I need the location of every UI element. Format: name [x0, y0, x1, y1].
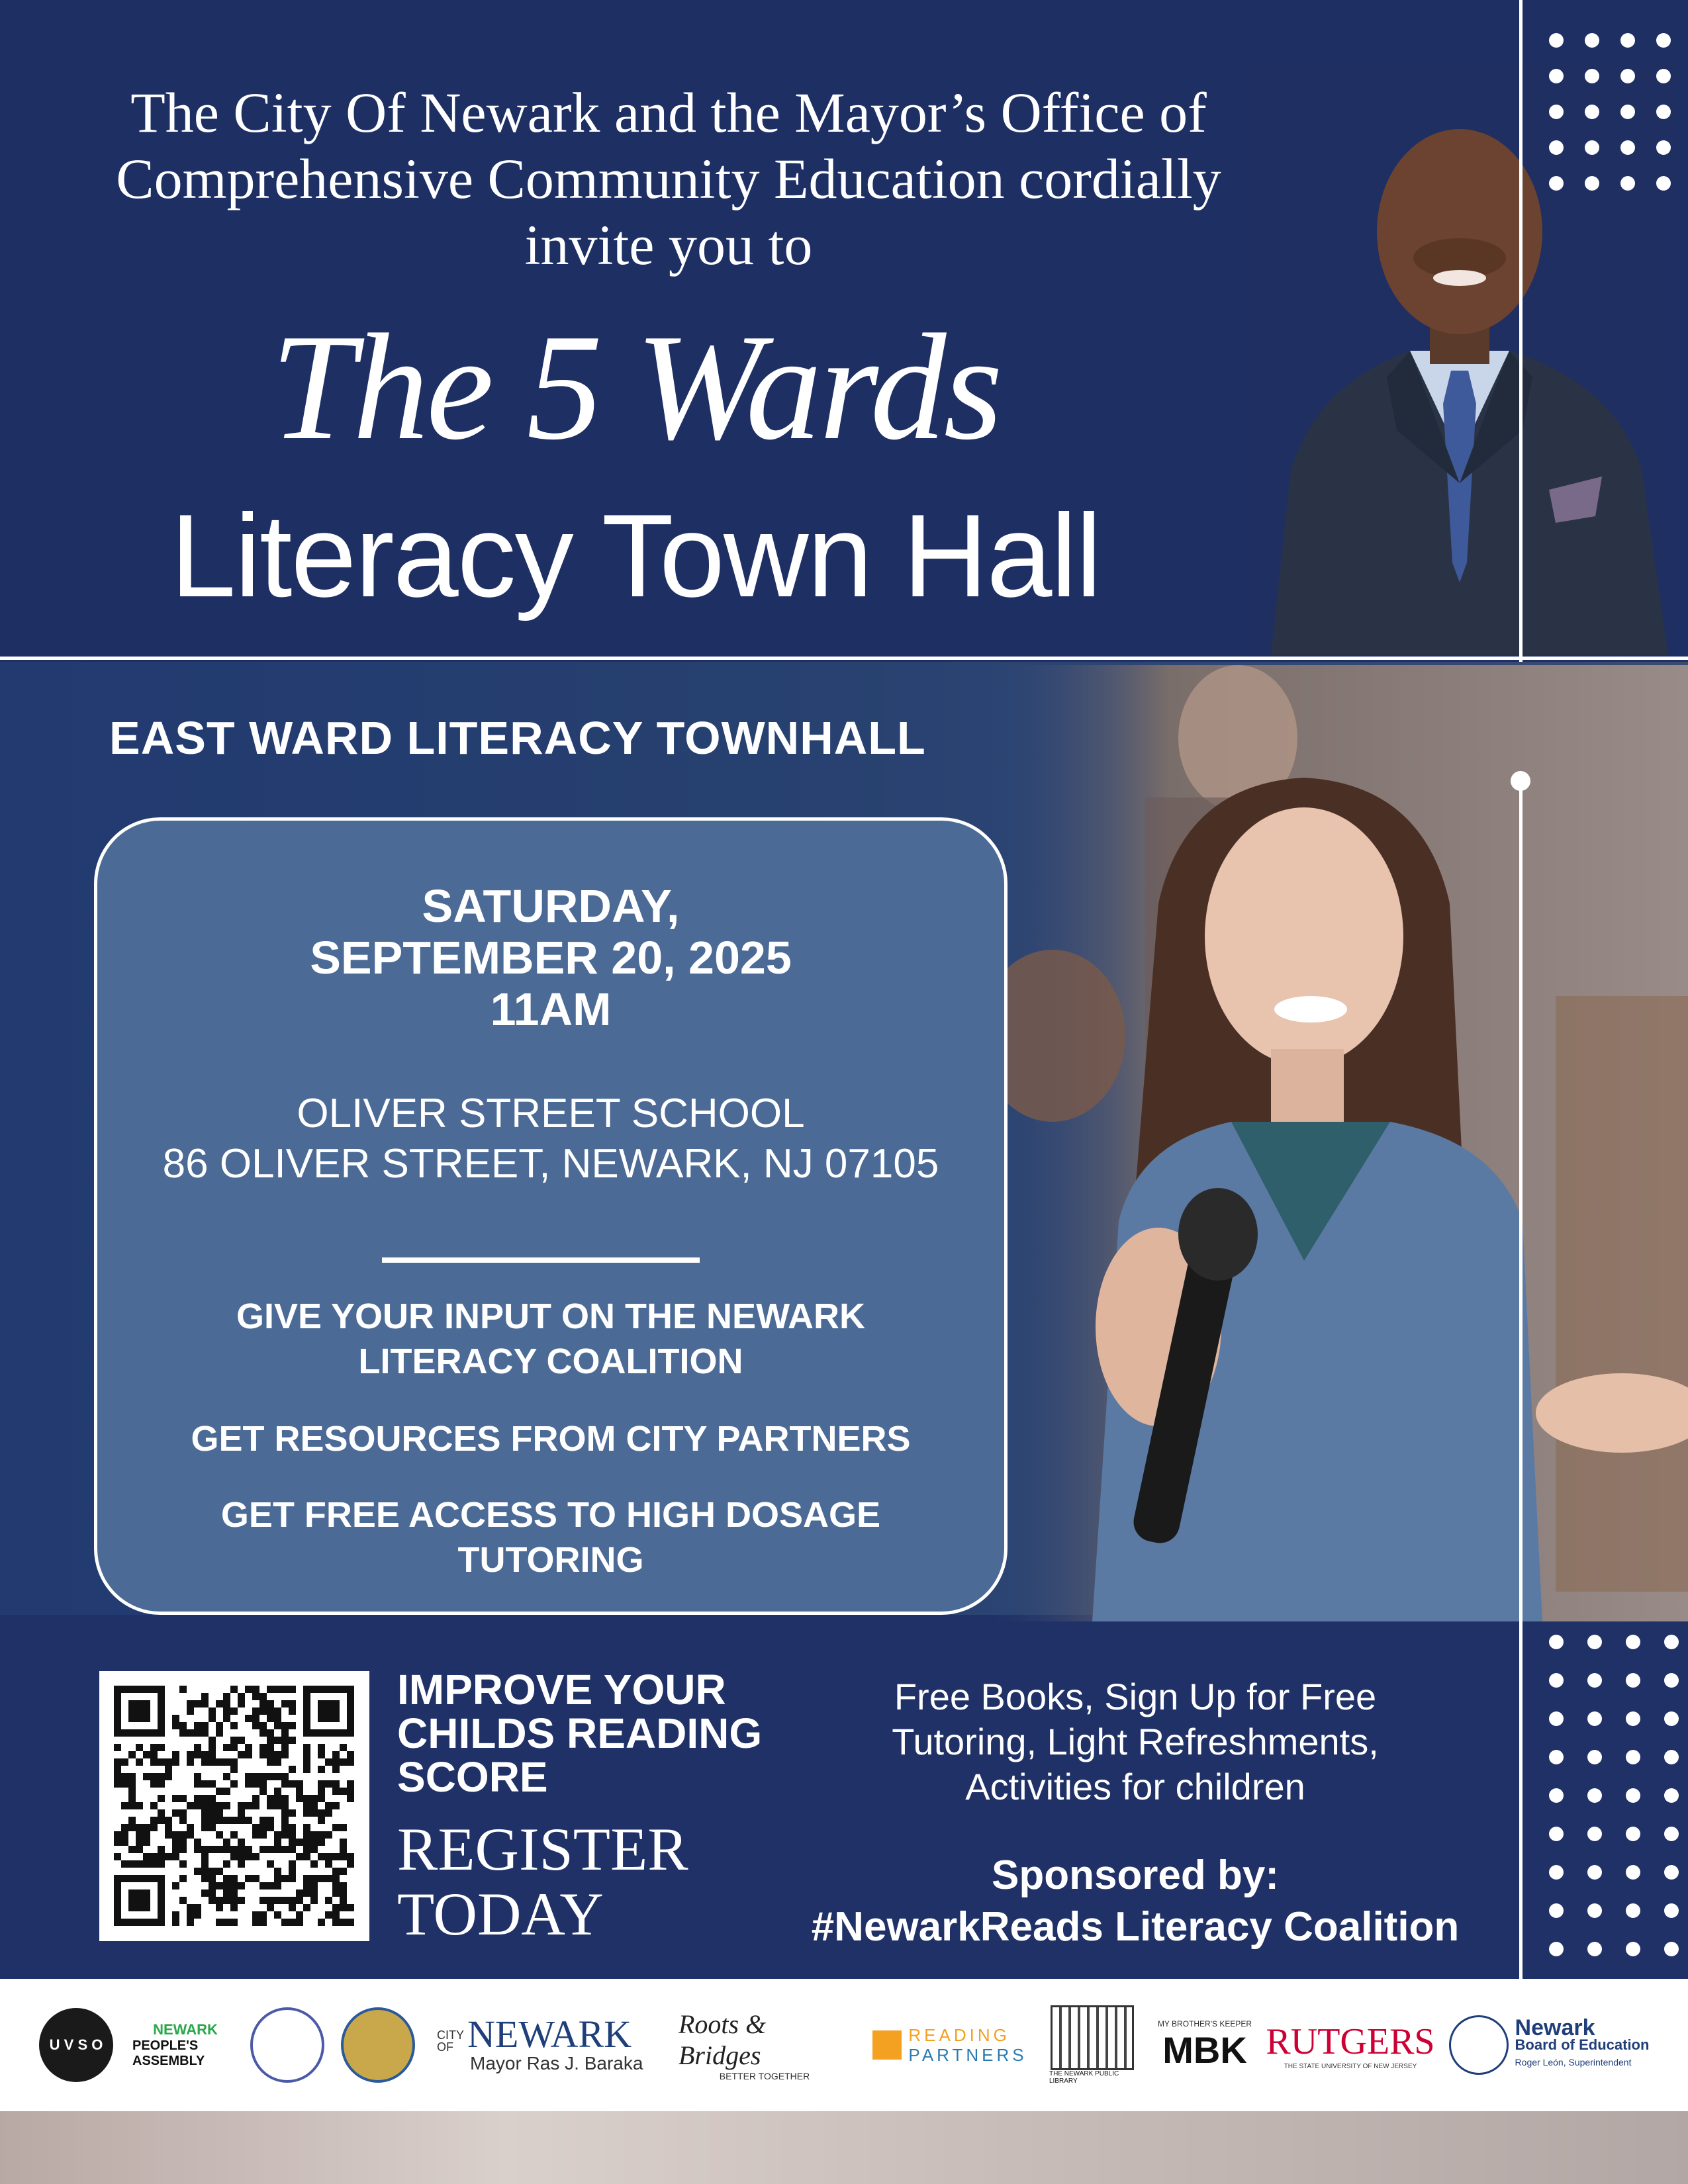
uvso-logo-text: U V S O — [39, 2008, 113, 2082]
decor-dot — [1549, 69, 1564, 83]
rutgers-tagline: THE STATE UNIVERSITY OF NEW JERSEY — [1284, 2062, 1417, 2070]
intro-line-1: The City Of Newark and the Mayor’s Office of — [130, 81, 1207, 144]
city-seal-icon — [341, 2005, 415, 2085]
event-info-card — [94, 817, 1008, 1615]
decor-dot — [1549, 1903, 1564, 1918]
decor-dot — [1626, 1788, 1640, 1803]
sponsor-block — [761, 1850, 1509, 1953]
decor-dot — [1620, 33, 1635, 48]
decor-dot — [1549, 1788, 1564, 1803]
register-cta-line-1: REGISTER — [397, 1815, 688, 1883]
decor-dot — [1549, 1865, 1564, 1880]
city-of-newark-logo — [437, 2005, 662, 2085]
perks-line-2: Tutoring, Light Refreshments, — [892, 1721, 1379, 1762]
library-name: THE NEWARK PUBLIC LIBRARY — [1049, 2070, 1119, 2085]
decor-dot — [1620, 176, 1635, 191]
title-script: The 5 Wards — [271, 302, 1000, 471]
decor-dot — [1656, 105, 1671, 119]
mbk-tagline: MY BROTHER'S KEEPER — [1157, 2019, 1252, 2028]
bullet-input-line-2: LITERACY COALITION — [358, 1342, 743, 1381]
decor-dot — [1549, 1635, 1564, 1649]
decor-dot — [1549, 1711, 1564, 1726]
mbk-wordmark: MBK — [1162, 2028, 1247, 2071]
decor-dot — [1549, 1673, 1564, 1688]
decor-dot — [1587, 1827, 1602, 1841]
decor-dot — [1626, 1673, 1640, 1688]
bullet-tutoring — [97, 1492, 1004, 1582]
decor-dot — [1664, 1635, 1679, 1649]
peoples-assembly-logo — [132, 2005, 238, 2085]
decor-dot — [1656, 69, 1671, 83]
sponsor-name: #NewarkReads Literacy Coalition — [811, 1904, 1460, 1950]
city-of-label: CITY OF — [437, 2028, 464, 2054]
decor-dot — [1585, 33, 1599, 48]
register-cta-line-2: TODAY — [397, 1880, 604, 1948]
decor-dot — [1664, 1788, 1679, 1803]
invitation-text — [40, 79, 1297, 278]
bullet-resources — [97, 1416, 1004, 1461]
decor-dot — [1664, 1711, 1679, 1726]
decor-dot — [1587, 1865, 1602, 1880]
mayors-office-seal-icon — [250, 2005, 324, 2085]
right-vertical-line — [1519, 784, 1523, 1982]
decor-dot — [1585, 140, 1599, 155]
decor-dot — [1656, 33, 1671, 48]
decor-dot — [1587, 1711, 1602, 1726]
roots-bridges-tagline: BETTER TOGETHER — [719, 2071, 810, 2081]
bullet-input-line-1: GIVE YOUR INPUT ON THE NEWARK — [236, 1297, 866, 1336]
register-heading-line-1: IMPROVE YOUR — [397, 1666, 726, 1713]
roots-bridges-name: Roots & Bridges — [679, 2009, 767, 2070]
decor-dot — [1549, 33, 1564, 48]
decor-dot — [1549, 1750, 1564, 1764]
decor-dot — [1587, 1788, 1602, 1803]
top-vertical-line — [1519, 0, 1523, 662]
event-time: 11AM — [490, 983, 612, 1035]
bullet-tutoring-line-2: TUTORING — [457, 1540, 644, 1580]
decor-dot — [1585, 69, 1599, 83]
decor-dot — [1626, 1750, 1640, 1764]
boe-seal-icon — [1449, 2015, 1509, 2075]
decor-dot — [1656, 176, 1671, 191]
event-subheading: EAST WARD LITERACY TOWNHALL — [109, 712, 926, 764]
reading-partners-icon — [872, 2030, 902, 2060]
boe-line-3: Roger León, Superintendent — [1515, 2057, 1632, 2068]
registration-qr-code[interactable] — [99, 1671, 369, 1941]
peoples-assembly-newark: NEWARK — [153, 2021, 218, 2038]
decor-dot — [1620, 105, 1635, 119]
decor-dot — [1549, 176, 1564, 191]
qr-code-graphic — [99, 1671, 369, 1941]
decor-dot — [1587, 1635, 1602, 1649]
register-heading-line-2: CHILDS READING — [397, 1709, 763, 1757]
decor-dot — [1549, 1827, 1564, 1841]
decor-dot — [1626, 1903, 1640, 1918]
decor-dot — [1626, 1635, 1640, 1649]
decor-dot — [1549, 1942, 1564, 1956]
decor-dot — [1626, 1827, 1640, 1841]
event-date: SEPTEMBER 20, 2025 — [310, 932, 792, 983]
decor-dot — [1549, 140, 1564, 155]
reading-partners-line-2: PARTNERS — [908, 2045, 1027, 2065]
reading-partners-logo — [867, 2005, 1033, 2085]
boe-line-2: Board of Education — [1515, 2036, 1650, 2053]
decor-dot — [1587, 1750, 1602, 1764]
title-main: Literacy Town Hall — [170, 490, 1101, 621]
uvso-logo — [36, 2005, 116, 2085]
perks-line-3: Activities for children — [965, 1766, 1305, 1807]
boe-line-1: Newark — [1515, 2015, 1595, 2040]
bullet-input — [97, 1294, 1004, 1384]
decor-dot — [1664, 1942, 1679, 1956]
register-heading-line-3: SCORE — [397, 1753, 548, 1801]
decor-dot — [1664, 1827, 1679, 1841]
decor-dot — [1585, 105, 1599, 119]
reading-partners-line-1: READING — [908, 2025, 1010, 2045]
top-divider-line — [0, 657, 1688, 660]
peoples-assembly-name: PEOPLE'S ASSEMBLY — [132, 2038, 205, 2068]
dot-pattern-bottom — [1549, 1635, 1681, 1979]
rutgers-wordmark: RUTGERS — [1266, 2021, 1435, 2062]
event-venue: OLIVER STREET SCHOOL — [297, 1091, 805, 1136]
decor-dot — [1626, 1865, 1640, 1880]
sponsor-label: Sponsored by: — [991, 1852, 1280, 1898]
line-end-dot — [1511, 771, 1530, 791]
newark-public-library-logo — [1049, 2005, 1135, 2085]
card-divider — [382, 1257, 700, 1263]
decor-dot — [1587, 1903, 1602, 1918]
event-date-block — [97, 880, 1004, 1035]
decor-dot — [1664, 1865, 1679, 1880]
register-heading — [397, 1668, 762, 1799]
decor-dot — [1656, 140, 1671, 155]
decor-dot — [1664, 1673, 1679, 1688]
decor-dot — [1620, 69, 1635, 83]
dot-pattern-top — [1549, 33, 1681, 232]
decor-dot — [1587, 1673, 1602, 1688]
perks-line-1: Free Books, Sign Up for Free — [894, 1676, 1377, 1717]
event-day: SATURDAY, — [422, 880, 680, 932]
decor-dot — [1626, 1711, 1640, 1726]
bullet-resources-line-1: GET RESOURCES FROM CITY PARTNERS — [191, 1419, 911, 1459]
student-photo — [993, 665, 1688, 1621]
decor-dot — [1549, 105, 1564, 119]
book-page-footer — [0, 2111, 1688, 2184]
newark-board-of-education-logo — [1443, 2005, 1655, 2085]
decor-dot — [1664, 1750, 1679, 1764]
library-building-icon — [1051, 2005, 1134, 2070]
decor-dot — [1587, 1942, 1602, 1956]
intro-line-2: Comprehensive Community Education cordially — [116, 147, 1221, 210]
event-perks — [818, 1674, 1453, 1809]
newark-mayor-name: Mayor Ras J. Baraka — [470, 2053, 643, 2073]
event-address: 86 OLIVER STREET, NEWARK, NJ 07105 — [162, 1141, 939, 1187]
roots-bridges-logo — [679, 2005, 851, 2085]
decor-dot — [1626, 1942, 1640, 1956]
newark-wordmark: NEWARK — [467, 2013, 632, 2056]
decor-dot — [1620, 140, 1635, 155]
intro-line-3: invite you to — [524, 213, 813, 277]
register-today-cta — [397, 1817, 688, 1946]
event-venue-block — [97, 1089, 1004, 1189]
rutgers-logo — [1268, 2005, 1433, 2085]
mbk-logo — [1155, 2005, 1254, 2085]
decor-dot — [1664, 1903, 1679, 1918]
decor-dot — [1585, 176, 1599, 191]
bullet-tutoring-line-1: GET FREE ACCESS TO HIGH DOSAGE — [220, 1495, 881, 1535]
